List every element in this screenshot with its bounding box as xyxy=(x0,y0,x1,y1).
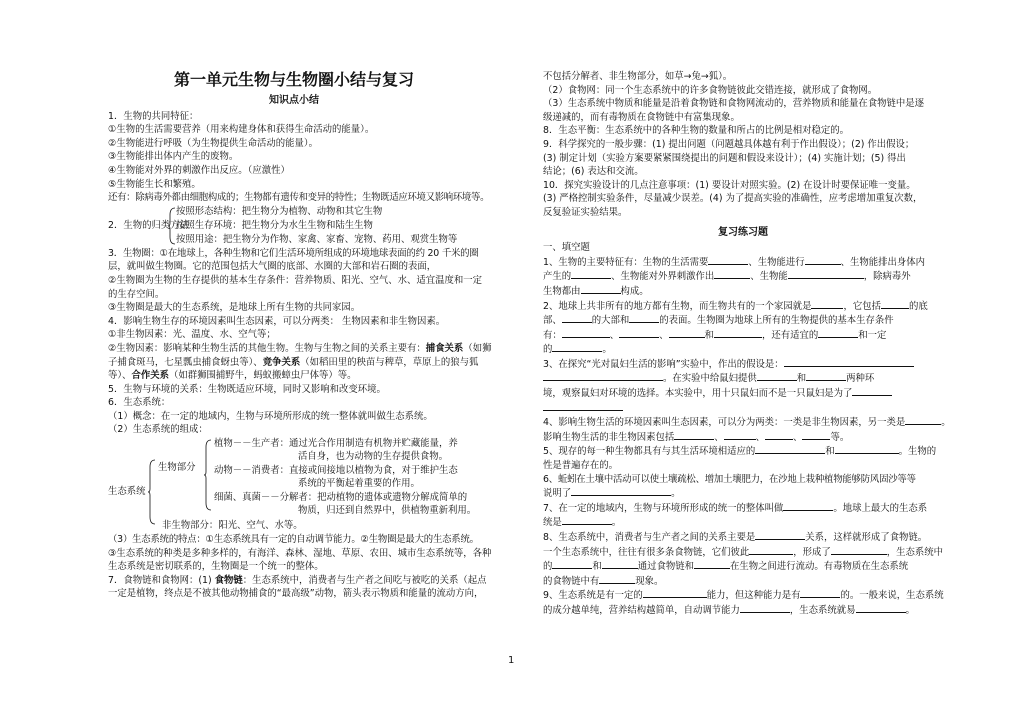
answer-blank[interactable] xyxy=(749,545,793,555)
text-span: 关系，这样就形成了食物链。 xyxy=(805,532,928,543)
text-span: 说明了 xyxy=(543,488,572,500)
text-span: 现象。 xyxy=(635,575,664,587)
answer-blank[interactable] xyxy=(543,401,623,411)
text-span: 的。一般来说，生态系统 xyxy=(840,590,944,602)
bold-term: 合作关系 xyxy=(131,370,169,382)
text-span: 和 xyxy=(825,446,835,458)
text-line: 一定是植物，终点是不被其他动物捕食的“最高级”动物，箭头表示物质和能量的流动方向， xyxy=(108,588,484,600)
text-span: 两种环 xyxy=(846,373,875,385)
question-line xyxy=(543,559,943,574)
text-line: （2）食物网：同一个生态系统中的许多食物链彼此交错连接，就形成了食物网。 xyxy=(543,84,878,96)
question-line xyxy=(543,545,943,560)
brace-item: 动物－－消费者：直接或间接地以植物为食，对于维护生态 xyxy=(214,465,458,477)
text-span: 等）、 xyxy=(108,370,132,382)
text-span: 境，观察鼠妇对环境的选择。本实验中，用十只鼠妇而不是一只鼠妇是为了 xyxy=(543,388,853,400)
answer-blank[interactable] xyxy=(562,313,592,323)
text-line: 层，就叫做生物圈。它的范围包括大气圈的底部、水圈的大部和岩石圈的表面， xyxy=(108,261,437,273)
answer-blank[interactable] xyxy=(755,530,805,540)
text-span: （如狮 xyxy=(463,342,492,354)
text-span: ：生态系统中，消费者与生产者之间吃与被吃的关系（起点 xyxy=(242,574,487,586)
answer-blank[interactable] xyxy=(571,486,671,496)
answer-blank[interactable] xyxy=(831,545,887,555)
text-span: 8、生态系统中，消费者与生产者之间的关系主要是 xyxy=(543,532,756,543)
question-line xyxy=(543,444,943,459)
text-line: 5．生物与环境的关系：生物既适应环境，同时又影响和改变环境。 xyxy=(108,383,386,395)
text-line: 不包括分解者、非生物部分，如草→兔→狐）。 xyxy=(543,71,733,82)
text-line: 3．生物圈：①在地球上，各种生物和它们生活环境所组成的环境地球表面的约 20 千米的圈 xyxy=(108,247,479,259)
answer-blank[interactable] xyxy=(740,603,790,613)
text-span: 能力，但这种能力是有 xyxy=(706,590,801,602)
question-line xyxy=(543,269,943,284)
text-span: 1、生物的主要特征有：生物的生活需要 xyxy=(543,256,709,268)
text-line: (3) 制定计划（实验方案要紧紧围绕提出的问题和假设来设计）；(4) 实施计划；(5) 得出 xyxy=(543,152,906,164)
text-span: 和 xyxy=(592,561,602,573)
question-line xyxy=(543,603,943,618)
text-span: 2、地球上共非所有的地方都有生物，而生物共有的一个家园就是 xyxy=(543,300,812,312)
question-line xyxy=(543,515,943,530)
text-line: （2）生态系统的组成： xyxy=(108,424,208,436)
brace-item: 非生物部分：阳光、空气、水等。 xyxy=(162,520,303,532)
text-span: 有： xyxy=(543,329,562,341)
text-line: ③生物能排出体内产生的废物。 xyxy=(108,151,239,163)
question-line xyxy=(543,386,943,401)
question-line xyxy=(543,357,943,372)
text-span: 4、影响生物生活的环境因素叫生态因素，可以分为两类：一类是非生物因素，另一类是 xyxy=(543,417,906,429)
brace-label: 生态系统 xyxy=(108,486,146,498)
question-line: 6、蚯蚓在土壤中活动可以使土壤疏松、增加土壤肥力，在沙地上栽种植物能够防风固沙等等 xyxy=(543,473,916,485)
answer-blank[interactable] xyxy=(788,269,864,279)
answer-blank[interactable] xyxy=(852,386,892,396)
answer-blank[interactable] xyxy=(669,328,705,338)
answer-blank[interactable] xyxy=(581,284,621,294)
text-span: 的 xyxy=(543,561,553,573)
brace-item: 细菌、真菌－－分解者：把动植物的遗体或遗物分解成简单的 xyxy=(214,492,468,504)
brace-label: 生物部分 xyxy=(158,462,196,474)
text-line: ④生物能对外界的刺激作出反应。（应激性） xyxy=(108,164,290,176)
answer-blank[interactable] xyxy=(643,588,707,598)
text-span: 、生物能 xyxy=(750,271,788,283)
text-line: （3）生态系统的特点：①生态系统具有一定的自动调节能力。②生物圈是最大的生态系统。 xyxy=(108,534,479,546)
text-span: 。地球上最大的生态系 xyxy=(833,502,928,514)
question-line xyxy=(543,284,943,299)
text-span: （如群狮围捕野牛，蚂蚁搬蟑虫尸体等）等。 xyxy=(168,370,357,382)
bold-term: 竞争关系 xyxy=(262,356,301,368)
text-span: 和一定 xyxy=(858,329,887,341)
text-span: 和 xyxy=(796,373,807,385)
text-span: 影响生物生活的非生物因素包括 xyxy=(543,431,675,443)
brace-item: 按照用途：把生物分为作物、家禽、家畜、宠物、药用、观赏生物等 xyxy=(176,233,458,245)
answer-blank[interactable] xyxy=(629,313,659,323)
answer-blank[interactable] xyxy=(811,299,843,309)
text-span: （如稻田里的秧苗与稗草，草原上的狼与狐 xyxy=(300,356,479,368)
ecosystem-diagram xyxy=(108,437,480,533)
brace-icon xyxy=(168,207,176,245)
text-line: ②生物圈为生物的生存提供的基本生存条件：营养物质、阳光、空气、水、适宜温度和一定 xyxy=(108,274,483,286)
text-span: 通过食物链和 xyxy=(637,561,695,573)
answer-blank[interactable] xyxy=(714,328,762,338)
right-column xyxy=(543,70,951,618)
answer-blank[interactable] xyxy=(856,603,906,613)
text-line: ②生物能进行呼吸（为生物提供生命活动的能量）。 xyxy=(108,137,318,149)
text-line: 1．生物的共同特征： xyxy=(108,110,199,122)
text-span: 一个生态系统中，往往有很多条食物链，它们彼此 xyxy=(543,546,750,558)
question-line xyxy=(543,313,943,328)
text-line: 还有：除病毒外都由细胞构成的；生物都有遗传和变异的特性；生物既适应环境又影响环境等。 xyxy=(108,192,490,204)
text-line: ①非生物因素：光、温度、水、空气等； xyxy=(108,329,276,341)
text-line: 的生存空间。 xyxy=(108,288,165,300)
question-line xyxy=(543,486,943,501)
brace-item: 按照生存环境：把生物分为水生生物和陆生生物 xyxy=(176,219,373,231)
text-span: 、 xyxy=(793,431,803,443)
text-line xyxy=(108,574,487,588)
text-line: ③生态系统的种类是多种多样的，有海洋、森林、湿地、草原、农田、城市生态系统等，各种 xyxy=(108,547,492,559)
answer-blank[interactable] xyxy=(881,299,909,309)
text-line: (3) 严格控制实验条件，尽量减少误差。(4) 为了提高实验的准确性，应考虑增加重复次数， xyxy=(543,193,923,205)
question-line xyxy=(543,501,943,516)
text-span: 9、生态系统是有一定的 xyxy=(543,590,643,602)
text-span: 。 xyxy=(611,517,622,529)
answer-blank[interactable] xyxy=(562,515,612,525)
text-span: 的底 xyxy=(908,300,928,312)
answer-blank[interactable] xyxy=(755,444,825,454)
text-span: 、生物能对外界刺激作出 xyxy=(611,271,715,283)
brace-item: 活自身，也为动物的生存提供食物。 xyxy=(298,451,449,463)
answer-blank[interactable] xyxy=(543,371,663,381)
text-line: ①生物的生活需要营养（用来构建身体和获得生命活动的能量）。 xyxy=(108,124,375,136)
section-heading: 复习练习题 xyxy=(718,226,768,238)
section-heading: 知识点小结 xyxy=(269,95,319,106)
text-span: 在生物之间进行流动。有毒物质在生态系统 xyxy=(730,561,909,573)
brace-item: 植物－－生产者：通过光合作用制造有机物并贮藏能量，养 xyxy=(214,438,458,450)
answer-blank[interactable] xyxy=(800,588,840,598)
question-line xyxy=(543,430,943,445)
question-line xyxy=(543,328,943,343)
answer-blank[interactable] xyxy=(674,430,714,440)
text-line: 级递减的，而有毒物质在食物链中有富集现象。 xyxy=(543,111,740,123)
text-span: 。 xyxy=(671,488,681,500)
text-span: 。 xyxy=(941,417,951,429)
text-line xyxy=(108,356,480,370)
answer-blank[interactable] xyxy=(783,501,833,511)
text-span: 、生物能进行 xyxy=(748,256,805,268)
text-span: ，它包括 xyxy=(843,300,881,312)
question-line: 性是普遍存在的。 xyxy=(543,460,619,472)
answer-blank[interactable] xyxy=(724,430,756,440)
answer-blank[interactable] xyxy=(806,371,846,381)
text-line: 结论；(6) 表达和交流。 xyxy=(543,166,644,178)
text-span: 、生物能排出身体内 xyxy=(840,256,925,268)
text-span: 。 xyxy=(905,604,915,616)
question-line xyxy=(543,371,943,386)
text-span: 统是 xyxy=(543,517,562,529)
bold-term: 捕食关系 xyxy=(425,342,464,354)
text-span: 生物都由 xyxy=(543,285,581,297)
text-span: 产生的 xyxy=(543,271,572,283)
answer-blank[interactable] xyxy=(757,371,797,381)
page-title: 第一单元生物与生物圈小结与复习 xyxy=(173,70,414,89)
text-span: 、 xyxy=(755,431,766,443)
text-span: 和 xyxy=(704,329,714,341)
text-span: 、 xyxy=(659,329,669,341)
text-span: 构成。 xyxy=(620,285,649,297)
answer-blank[interactable] xyxy=(818,328,858,338)
brace-icon xyxy=(204,439,212,511)
text-span: ，形成了 xyxy=(793,546,831,558)
answer-blank[interactable] xyxy=(784,357,914,367)
text-line: 4．影响生物生存的环境因素叫生态因素，可以分两类： 生物因素和非生物因素。 xyxy=(108,315,446,327)
text-span: 7、在一定的地域内，生物与环境所形成的统一的整体叫做 xyxy=(543,502,784,514)
text-span: 。生物的 xyxy=(898,446,937,458)
question-line xyxy=(543,299,943,314)
answer-blank[interactable] xyxy=(708,255,748,265)
bold-term: 食物链 xyxy=(214,574,243,586)
text-line xyxy=(108,369,480,383)
answer-blank[interactable] xyxy=(552,559,592,569)
answer-blank[interactable] xyxy=(835,444,899,454)
text-line: （3）生态系统中物质和能量是沿着食物链和食物网流动的，营养物质和能量在食物链中是逐 xyxy=(543,98,924,110)
answer-blank[interactable] xyxy=(599,574,635,584)
text-line: （1）概念：在一定的地域内，生物与环境所形成的统一整体就叫做生态系统。 xyxy=(108,410,433,422)
text-span: 的食物链中有 xyxy=(543,575,600,587)
answer-blank[interactable] xyxy=(802,430,830,440)
question-line xyxy=(543,415,951,430)
text-line: 生态系统是密切联系的，生物圈是一个统一的整体。 xyxy=(108,561,324,573)
text-line: 反复验证实验结果。 xyxy=(543,206,628,218)
text-span: 。 xyxy=(602,344,612,356)
text-line xyxy=(108,342,492,356)
brace-item: 按照形态结构：把生物分为植物、动物和其它生物 xyxy=(176,205,383,217)
text-span: 。在实验中给鼠妇提供 xyxy=(663,373,757,385)
answer-blank[interactable] xyxy=(562,328,610,338)
brace-item: 系统的平衡起着重要的作用。 xyxy=(298,478,420,490)
answer-blank[interactable] xyxy=(571,269,611,279)
answer-blank[interactable] xyxy=(552,342,602,352)
text-span: 5、现存的每一种生物都具有与其生活环境相适应的 xyxy=(543,446,756,458)
left-column xyxy=(108,94,492,601)
text-line: 8．生态平衡：生态系统中的各种生物的数量和所占的比例是相对稳定的。 xyxy=(543,125,849,137)
text-line: 10．探究实验设计的几点注意事项：(1) 要设计对照实验。(2) 在设计时要保证唯一变量。 xyxy=(543,179,916,191)
text-span: 、 xyxy=(609,329,620,341)
text-span: ，生态系统就易 xyxy=(789,604,856,616)
question-line xyxy=(543,574,943,589)
answer-blank[interactable] xyxy=(805,255,841,265)
text-line: ⑤生物能生长和繁殖。 xyxy=(108,178,201,190)
text-span: 部、 xyxy=(543,315,562,327)
question-line xyxy=(543,401,943,416)
question-line xyxy=(543,530,943,545)
brace-label: 2．生物的归类方法 xyxy=(108,219,189,231)
text-span: ②生物因素：影响某种生物生活的其他生物。生物与生物之间的关系主要有： xyxy=(108,342,426,354)
text-span: 的成分越单纯，营养结构越简单，自动调节能力 xyxy=(543,604,740,616)
text-span: ，除病毒外 xyxy=(863,271,911,283)
text-line: 6．生态系统： xyxy=(108,397,171,409)
text-span: 、 xyxy=(714,431,724,443)
text-span: 3、在探究“光对鼠妇生活的影响”实验中，作出的假设是： xyxy=(543,358,784,370)
answer-blank[interactable] xyxy=(694,559,730,569)
text-span: 子捕食斑马，七星瓢虫捕食蚜虫等）、 xyxy=(108,356,263,368)
question-line xyxy=(543,342,943,357)
text-span: 等。 xyxy=(830,431,850,443)
brace-icon xyxy=(148,459,156,525)
text-span: 7．食物链和食物网：(1) xyxy=(108,574,215,586)
text-span: 的表面。生物圈为地球上所有的生物提供的基本生存条件 xyxy=(659,315,894,327)
answer-blank[interactable] xyxy=(714,269,750,279)
question-line xyxy=(543,255,943,270)
answer-blank[interactable] xyxy=(905,415,941,425)
page-number: 1 xyxy=(508,655,515,666)
answer-blank[interactable] xyxy=(765,430,793,440)
answer-blank[interactable] xyxy=(602,559,638,569)
question-line xyxy=(543,588,943,603)
classification-brace xyxy=(108,205,480,247)
text-span: 的大部和 xyxy=(591,315,630,327)
text-line: ③生物圈是最大的生态系统，是地球上所有生物的共同家园。 xyxy=(108,302,361,314)
text-line: 9．科学探究的一般步骤：(1) 提出问题（问题越具体越有利于作出假设）；(2) 作出假设； xyxy=(543,138,915,150)
answer-blank[interactable] xyxy=(619,328,659,338)
text-span: 的 xyxy=(543,344,553,356)
brace-item: 物质，归还到自然界中，供植物重新利用。 xyxy=(298,505,477,517)
text-span: ，生态系统中 xyxy=(886,546,944,558)
text-span: ，还有适宜的 xyxy=(761,329,819,341)
text-line: 一、填空题 xyxy=(543,242,590,254)
